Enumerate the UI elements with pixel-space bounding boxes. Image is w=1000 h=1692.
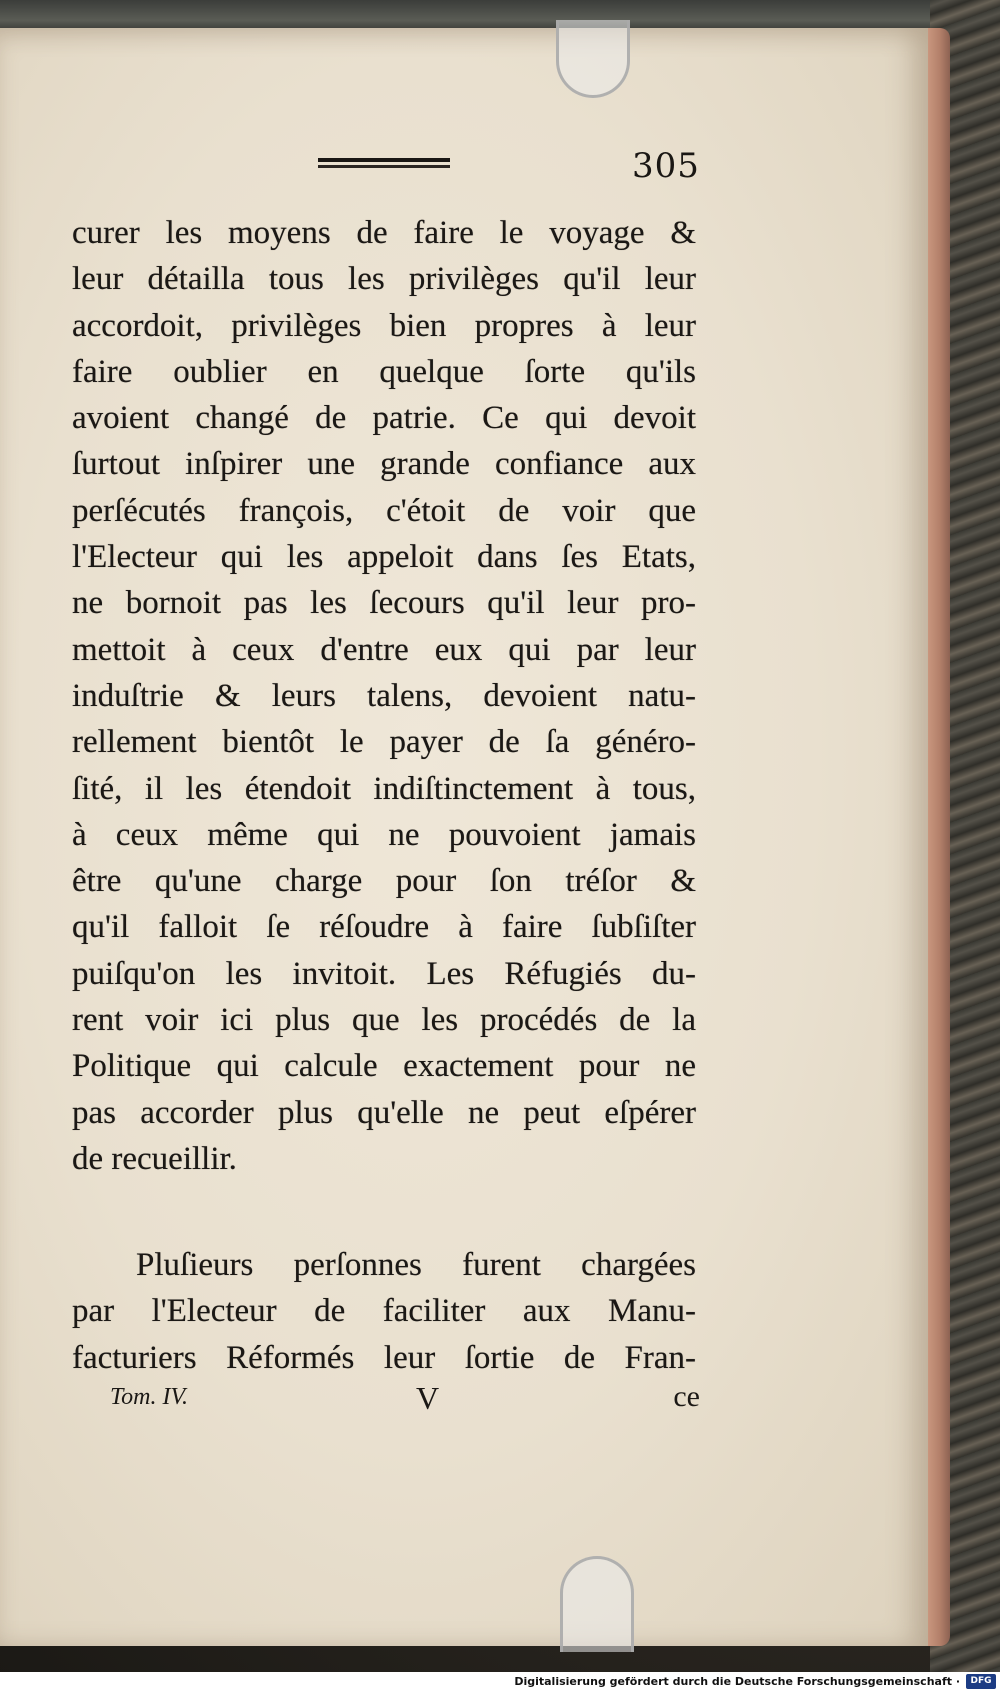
header-rule-line	[318, 165, 450, 168]
text-line: mettoit à ceux d'entre eux qui par leur	[72, 631, 696, 668]
text-line: être qu'une charge pour ſon tréſor &	[72, 863, 696, 900]
text-line: pas accorder plus qu'elle ne peut eſpérer	[72, 1094, 696, 1131]
page-clip-top	[556, 20, 630, 98]
volume-label: Tom. IV.	[110, 1384, 189, 1410]
text-line: à ceux même qui ne pouvoient jamais	[72, 816, 696, 853]
text-line: de recueillir.	[72, 1140, 237, 1177]
text-line: accordoit, privilèges bien propres à leur	[72, 307, 696, 344]
signature-mark: V	[416, 1380, 440, 1416]
text-line: induſtrie & leurs talens, devoient natu-	[72, 677, 696, 714]
text-line: ſité, il les étendoit indiſtinctement à tous,	[72, 770, 696, 807]
text-line: curer les moyens de faire le voyage &	[72, 215, 696, 251]
page-number: 305	[632, 146, 700, 186]
credit-text: Digitalisierung gefördert durch die Deutsche Forschungsgemeinschaft ·	[514, 1675, 960, 1688]
text-line: facturiers Réformés leur ſortie de Fran-	[72, 1339, 696, 1376]
dfg-logo-icon: DFG	[966, 1674, 996, 1689]
text-line: ne bornoit pas les ſecours qu'il leur pro-	[72, 585, 696, 622]
text-line: rent voir ici plus que les procédés de la	[72, 1002, 696, 1039]
text-line: qu'il falloit ſe réſoudre à faire ſubſiſter	[72, 909, 696, 946]
body-paragraph-1	[72, 210, 696, 1182]
text-line: leur détailla tous les privilèges qu'il leur	[72, 261, 696, 298]
text-line: Pluſieurs perſonnes furent chargées	[136, 1247, 696, 1283]
header-rule-line	[318, 158, 450, 162]
credit-bar	[0, 1672, 1000, 1692]
text-line: avoient changé de patrie. Ce qui devoit	[72, 400, 696, 437]
text-line: par l'Electeur de faciliter aux Manu-	[72, 1293, 696, 1330]
page-clip-bottom	[560, 1556, 634, 1652]
text-line: perſécutés françois, c'étoit de voir que	[72, 492, 696, 529]
text-line: rellement bientôt le payer de ſa généro-	[72, 724, 696, 761]
text-line: l'Electeur qui les appeloit dans ſes Etats,	[72, 539, 696, 576]
body-paragraph-2	[72, 1242, 696, 1381]
text-line: ſurtout inſpirer une grande confiance aux	[72, 446, 696, 483]
header-rule	[318, 158, 450, 170]
text-line: faire oublier en quelque ſorte qu'ils	[72, 353, 696, 390]
page-footer	[110, 1380, 700, 1420]
text-line: puiſqu'on les invitoit. Les Réfugiés du-	[72, 955, 696, 992]
text-line: Politique qui calcule exactement pour ne	[72, 1048, 696, 1085]
catchword: ce	[673, 1380, 700, 1413]
